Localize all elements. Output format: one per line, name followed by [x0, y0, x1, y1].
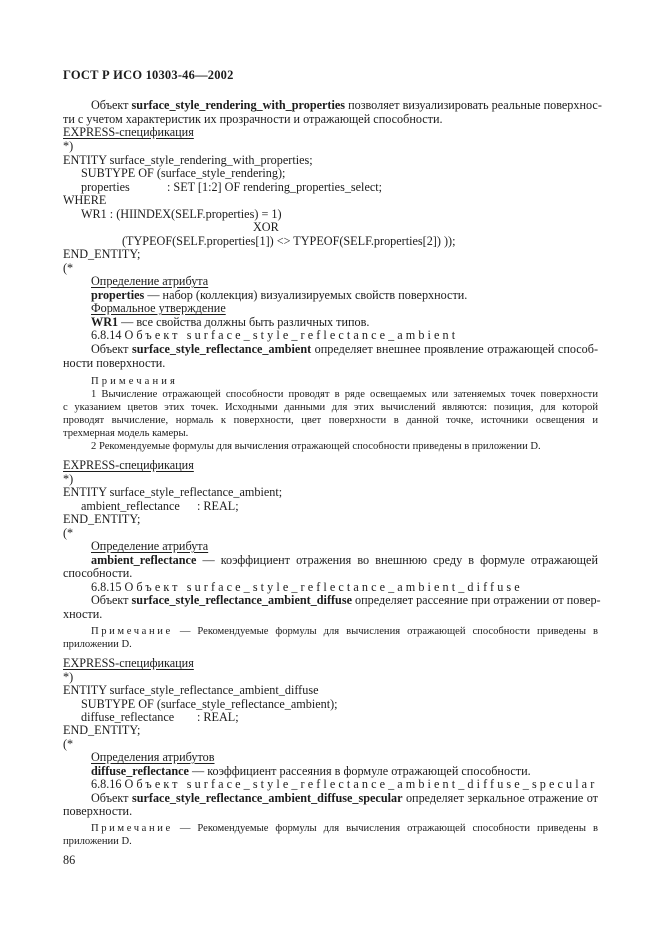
express-spec-label: EXPRESS-спецификация [63, 125, 194, 139]
paragraph-line: ности поверхности. [63, 356, 166, 370]
paragraph-line: способности. [63, 566, 133, 580]
note-line: Примечание — Рекомендуемые формулы для вычисления отражающей способности приведены в [91, 626, 598, 637]
attribute-name: diffuse_reflectance [81, 710, 175, 724]
entity-declaration: ENTITY surface_style_rendering_with_properties; [63, 153, 313, 167]
attribute-type: : REAL; [197, 499, 239, 513]
paragraph-line: Объект surface_style_rendering_with_properties позволяет визуализировать реальные поверхнос- [91, 98, 602, 112]
formal-proposition: WR1 — все свойства должны быть различных типов. [91, 315, 370, 329]
xor-keyword: XOR [253, 220, 279, 234]
attribute-definition-heading: Определение атрибута [91, 274, 209, 288]
document-header: ГОСТ Р ИСО 10303-46—2002 [63, 68, 234, 82]
notes-heading: Примечания [91, 376, 178, 387]
paragraph-line: Объект surface_style_reflectance_ambient_diffuse определяет рассеяние при отражении от повер- [91, 593, 601, 607]
note-line: трехмерная модель камеры. [63, 428, 189, 439]
note-line: Примечание — Рекомендуемые формулы для вычисления отражающей способности приведены в [91, 823, 598, 834]
attribute-type: : SET [1:2] OF rendering_properties_select; [167, 180, 383, 194]
paragraph-line: ти с учетом характеристик их прозрачности и отражающей способности. [63, 112, 443, 126]
comment-close: *) [63, 472, 74, 486]
express-spec-label: EXPRESS-спецификация [63, 656, 194, 670]
section-heading: 6.8.15 Объект surface_style_reflectance_ambient_diffuse [91, 580, 523, 594]
end-entity: END_ENTITY; [63, 247, 141, 261]
page-number: 86 [63, 853, 76, 867]
express-spec-label: EXPRESS-спецификация [63, 458, 194, 472]
where-rule-continuation: (TYPEOF(SELF.properties[1]) <> TYPEOF(SELF.properties[2]) )); [122, 234, 456, 248]
section-heading: 6.8.16 Объект surface_style_reflectance_ambient_diffuse_specular [91, 777, 598, 791]
subtype-line: SUBTYPE OF (surface_style_rendering); [81, 166, 286, 180]
entity-declaration: ENTITY surface_style_reflectance_ambient; [63, 485, 283, 499]
comment-close: *) [63, 139, 74, 153]
note-line: приложении D. [63, 836, 132, 847]
attribute-definition-heading: Определения атрибутов [91, 750, 215, 764]
attribute-definition-heading: Определение атрибута [91, 539, 209, 553]
entity-name: surface_style_rendering_with_properties [131, 98, 346, 112]
attribute-name: properties [81, 180, 130, 194]
subtype-line: SUBTYPE OF (surface_style_reflectance_ambient); [81, 697, 338, 711]
note-line: проводят вычисление, нормаль к поверхности, цвет поверхности в данной точке, источники освещения и [63, 415, 598, 426]
end-entity: END_ENTITY; [63, 512, 141, 526]
section-heading: 6.8.14 Объект surface_style_reflectance_ambient [91, 328, 459, 342]
attribute-definition: diffuse_reflectance — коэффициент рассеяния в формуле отражающей способности. [91, 764, 531, 778]
comment-open: (* [63, 526, 74, 540]
paragraph-line: Объект surface_style_reflectance_ambient_diffuse_specular определяет зеркальное отражение от [91, 791, 598, 805]
attribute-name: ambient_reflectance [81, 499, 180, 513]
paragraph-line: Объект surface_style_reflectance_ambient определяет внешнее проявление отражающей способ- [91, 342, 599, 356]
note-line: приложении D. [63, 639, 132, 650]
where-keyword: WHERE [63, 193, 107, 207]
note-line: 1 Вычисление отражающей способности проводят в ряде освещаемых или затеняемых точек поверхности [91, 389, 598, 400]
note-line: 2 Рекомендуемые формулы для вычисления отражающей способности приведены в приложении D. [91, 441, 541, 452]
comment-open: (* [63, 261, 74, 275]
paragraph-line: хности. [63, 607, 103, 621]
entity-declaration: ENTITY surface_style_reflectance_ambient_diffuse [63, 683, 319, 697]
attribute-definition: properties — набор (коллекция) визуализируемых свойств поверхности. [91, 288, 468, 302]
comment-close: *) [63, 670, 74, 684]
where-rule: WR1 : (HIINDEX(SELF.properties) = 1) [81, 207, 282, 221]
comment-open: (* [63, 737, 74, 751]
paragraph-line: поверхности. [63, 804, 133, 818]
end-entity: END_ENTITY; [63, 723, 141, 737]
attribute-definition: ambient_reflectance — коэффициент отражения во внешнюю среду в формуле отражающей [91, 553, 598, 567]
formal-proposition-heading: Формальное утверждение [91, 301, 226, 315]
attribute-type: : REAL; [197, 710, 239, 724]
note-line: с указанием цветов этих точек. Исходными данными для этих вычислений являются: позиция, для которой [63, 402, 598, 413]
